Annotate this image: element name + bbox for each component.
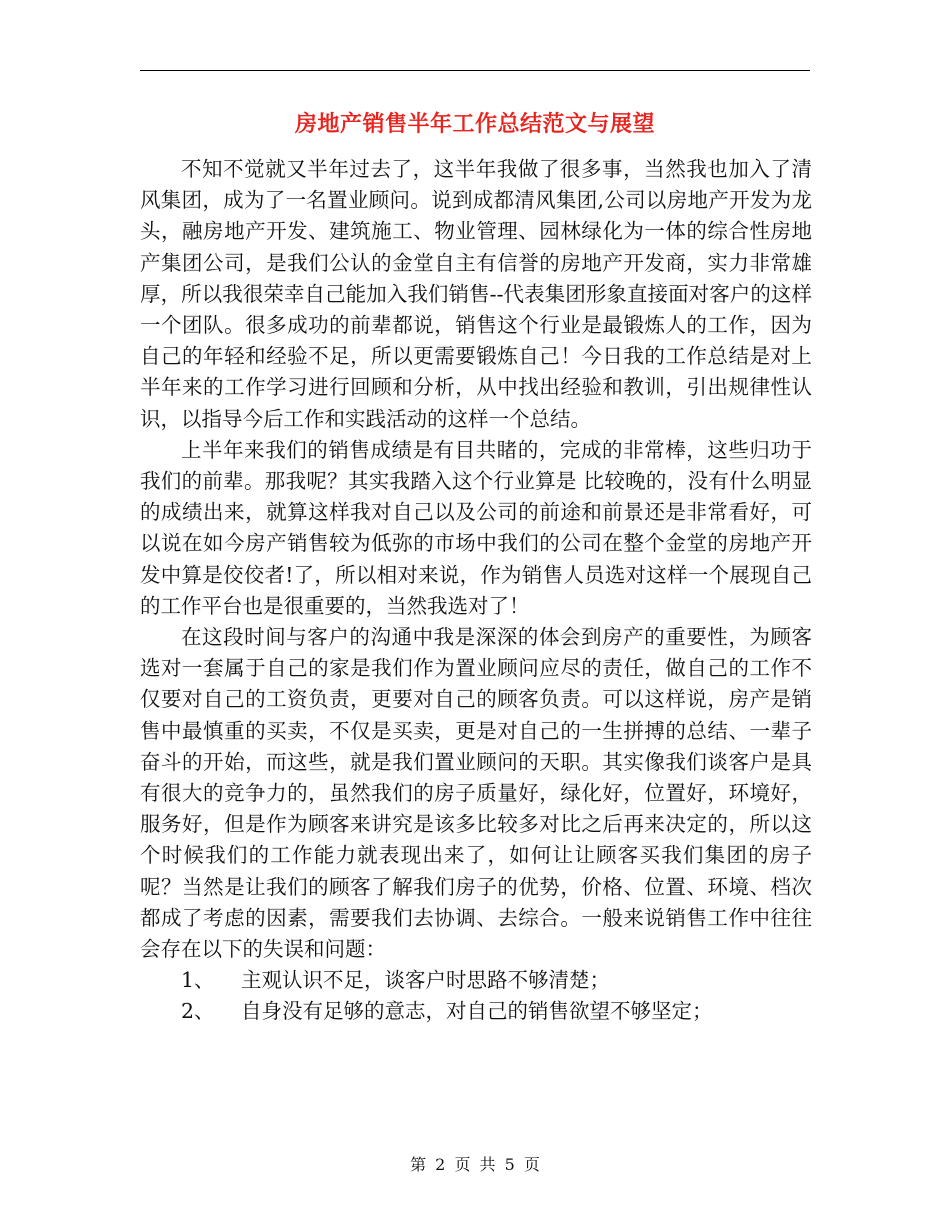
page-number-footer: 第 2 页 共 5 页 — [410, 1155, 540, 1174]
document-body — [140, 154, 812, 1028]
list-item-text: 主观认识不足，谈客户时思路不够清楚； — [241, 968, 610, 993]
paragraph-3: 在这段时间与客户的沟通中我是深深的体会到房产的重要性，为顾客选对一套属于自己的家是我们作为置业顾问应尽的责任，做自己的工作不仅要对自己的工资负责，更要对自己的顾客负责。可以这样说，房产是销售中最慎重的买卖，不仅是买卖，更是对自己的一生拼搏的总结、一辈子奋斗的开始，而这些，就是我们置业顾问的天职。其实像我们谈客户是具有很大的竞争力的，虽然我们的房子质量好，绿化好，位置好，环境好，服务好，但是作为顾客来讲究是该多比较多对比之后再来决定的，所以这个时候我们的工作能力就表现出来了，如何让让顾客买我们集团的房子呢？当然是让我们的顾客了解我们房子的优势，价格、位置、环境、档次都成了考虑的因素，需要我们去协调、去综合。一般来说销售工作中往往会存在以下的失误和问题： — [140, 625, 812, 962]
list-item-number: 2、 — [181, 999, 215, 1024]
list-item-number: 1、 — [181, 968, 215, 993]
paragraph-1: 不知不觉就又半年过去了，这半年我做了很多事，当然我也加入了清风集团，成为了一名置业顾问。说到成都清风集团,公司以房地产开发为龙头，融房地产开发、建筑施工、物业管理、园林绿化为一体的综合性房地产集团公司，是我们公认的金堂自主有信誉的房地产开发商，实力非常雄厚，所以我很荣幸自己能加入我们销售--代表集团形象直接面对客户的这样一个团队。很多成功的前辈都说，销售这个行业是最锻炼人的工作，因为自己的年轻和经验不足，所以更需要锻炼自己！今日我的工作总结是对上半年来的工作学习进行回顾和分析，从中找出经验和教训，引出规律性认识，以指导今后工作和实践活动的这样一个总结。 — [140, 157, 812, 431]
header-rule — [140, 70, 810, 71]
paragraph-2: 上半年来我们的销售成绩是有目共睹的，完成的非常棒，这些归功于我们的前辈。那我呢？其实我踏入这个行业算是 比较晚的，没有什么明显的成绩出来，就算这样我对自己以及公司的前途和前景还是非常看好，可以说在如今房产销售较为低弥的市场中我们的公司在整个金堂的房地产开发中算是佼佼者!了，所以相对来说，作为销售人员选对这样一个展现自己的工作平台也是很重要的，当然我选对了！ — [140, 437, 812, 618]
list-item-text: 自身没有足够的意志，对自己的销售欲望不够坚定； — [241, 999, 713, 1024]
document-title: 房地产销售半年工作总结范文与展望 — [294, 111, 655, 137]
list-item — [140, 996, 812, 1027]
list-item — [140, 965, 812, 996]
